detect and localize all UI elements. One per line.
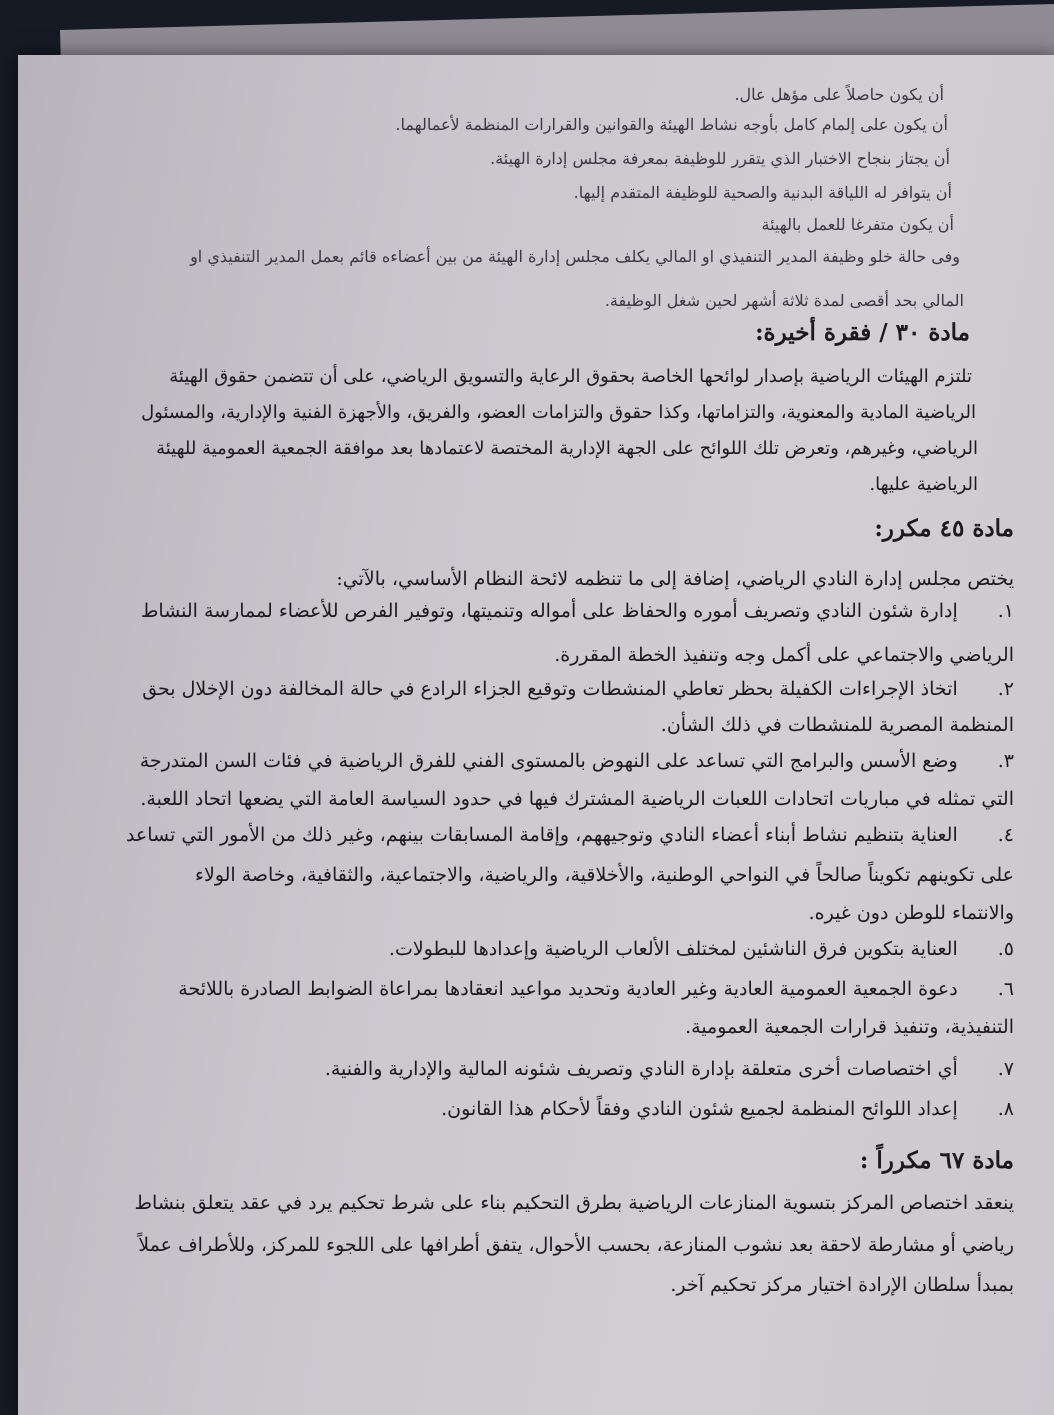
article-30-line: تلتزم الهيئات الرياضية بإصدار لوائحها الخاصة بحقوق الرعاية والتسويق الرياضي، على أن تتضمن حقوق الهيئة	[169, 366, 972, 387]
article-30-line: الرياضية عليها.	[869, 474, 978, 495]
list-item-7	[325, 1056, 1014, 1082]
list-item-1	[141, 598, 1014, 624]
list-item-8	[441, 1096, 1014, 1122]
vacancy-line: وفى حالة خلو وظيفة المدير التنفيذي او المالي يكلف مجلس إدارة الهيئة من بين أعضاءه قائم بعمل المدير التنفيذي او	[190, 247, 960, 266]
list-item-1-cont: الرياضي والاجتماعي على أكمل وجه وتنفيذ الخطة المقررة.	[554, 644, 1014, 666]
article-30-line: الرياضي، وغيرهم، وتعرض تلك اللوائح على الجهة الإدارية المختصة لاعتمادها بعد موافقة الجمعية العمومية للهيئة	[156, 438, 978, 459]
list-item-4-cont: والانتماء للوطن دون غيره.	[808, 902, 1014, 924]
article-30-heading: مادة ٣٠ / فقرة أخيرة:	[755, 319, 970, 346]
list-item-3-cont: التي تمثله في مباريات اتحادات اللعبات الرياضية المشترك فيها في حدود السياسة العامة التي يضعها اتحاد اللعبة.	[140, 788, 1014, 810]
list-number: ٦.	[997, 978, 1014, 1000]
article-67-heading: مادة ٦٧ مكرراً :	[859, 1147, 1014, 1174]
list-number: ٨.	[997, 1098, 1014, 1120]
list-item-text: دعوة الجمعية العمومية العادية وغير العادية وتحديد مواعيد انعقادها بمراعاة الضوابط الصادرة باللائحة	[178, 978, 958, 1000]
list-item-text: أي اختصاصات أخرى متعلقة بإدارة النادي وتصريف شئونه المالية والإدارية والفنية.	[324, 1058, 958, 1080]
article-45-intro: يختص مجلس إدارة النادي الرياضي، إضافة إلى ما تنظمه لائحة النظام الأساسي، بالآتي:	[336, 568, 1014, 590]
list-item-6	[178, 976, 1014, 1002]
article-30-line: الرياضية المادية والمعنوية، والتزاماتها، وكذا حقوق والتزامات العضو، والفريق، والأجهزة الفنية والإدارية، والمسئول	[141, 402, 976, 423]
list-item-text: العناية بتنظيم نشاط أبناء أعضاء النادي وتوجيههم، وإقامة المسابقات بينهم، وغير ذلك من الأمور التي تساعد	[125, 824, 958, 846]
article-67-line: ينعقد اختصاص المركز بتسوية المنازعات الرياضية بطرق التحكيم بناء على شرط تحكيم يرد في عقد يتعلق بنشاط	[134, 1192, 1014, 1214]
list-item-2	[142, 676, 1014, 702]
article-67-line: بمبدأ سلطان الإرادة اختيار مركز تحكيم آخر.	[670, 1274, 1014, 1296]
vacancy-line: المالي بحد أقصى لمدة ثلاثة أشهر لحين شغل الوظيفة.	[604, 291, 964, 310]
list-item-text: إدارة شئون النادي وتصريف أموره والحفاظ على أمواله وتنميتها، وتوفير الفرص للأعضاء لممارسة النشاط	[140, 600, 958, 622]
list-item-4-cont: على تكوينهم تكويناً صالحاً في النواحي الوطنية، والأخلاقية، والرياضية، والاجتماعية، والثقافية، وخاصة الولاء	[195, 864, 1014, 886]
list-number: ١.	[997, 600, 1014, 622]
list-item-text: وضع الأسس والبرامج التي تساعد على النهوض بالمستوى الفني للفرق الرياضية في فئات السن المتدرجة	[139, 750, 958, 772]
top-list-item: أن يكون متفرغا للعمل بالهيئة	[761, 215, 954, 234]
list-item-text: اتخاذ الإجراءات الكفيلة بحظر تعاطي المنشطات وتوقيع الجزاء الرادع في حالة المخالفة دون الإخلال بحق	[142, 678, 958, 700]
list-item-text: إعداد اللوائح المنظمة لجميع شئون النادي وفقاً لأحكام هذا القانون.	[441, 1098, 958, 1120]
list-number: ٢.	[997, 678, 1014, 700]
list-item-6-cont: التنفيذية، وتنفيذ قرارات الجمعية العمومية.	[685, 1016, 1014, 1038]
top-list-item: أن يكون حاصلاً على مؤهل عال.	[734, 85, 944, 104]
list-item-text: العناية بتكوين فرق الناشئين لمختلف الألعاب الرياضية وإعدادها للبطولات.	[388, 938, 958, 960]
article-67-line: رياضي أو مشارطة لاحقة بعد نشوب المنازعة، بحسب الأحوال، يتفق أطرافها على اللجوء للمركز، وللأطراف عملاً	[138, 1234, 1014, 1256]
top-list-item: أن يتوافر له اللياقة البدنية والصحية للوظيفة المتقدم إليها.	[573, 183, 952, 202]
top-list-item: أن يكون على إلمام كامل بأوجه نشاط الهيئة والقوانين والقرارات المنظمة لأعمالهما.	[395, 115, 948, 134]
list-item-2-cont: المنظمة المصرية للمنشطات في ذلك الشأن.	[660, 714, 1014, 736]
article-45-heading: مادة ٤٥ مكرر:	[874, 515, 1014, 542]
list-item-5	[389, 936, 1014, 962]
list-number: ٤.	[997, 824, 1014, 846]
top-list-item: أن يجتاز بنجاح الاختبار الذي يتقرر للوظيفة بمعرفة مجلس إدارة الهيئة.	[490, 149, 950, 168]
list-item-4	[126, 822, 1014, 848]
list-item-3	[140, 748, 1014, 774]
list-number: ٣.	[997, 750, 1014, 772]
list-number: ٥.	[997, 938, 1014, 960]
list-number: ٧.	[997, 1058, 1014, 1080]
